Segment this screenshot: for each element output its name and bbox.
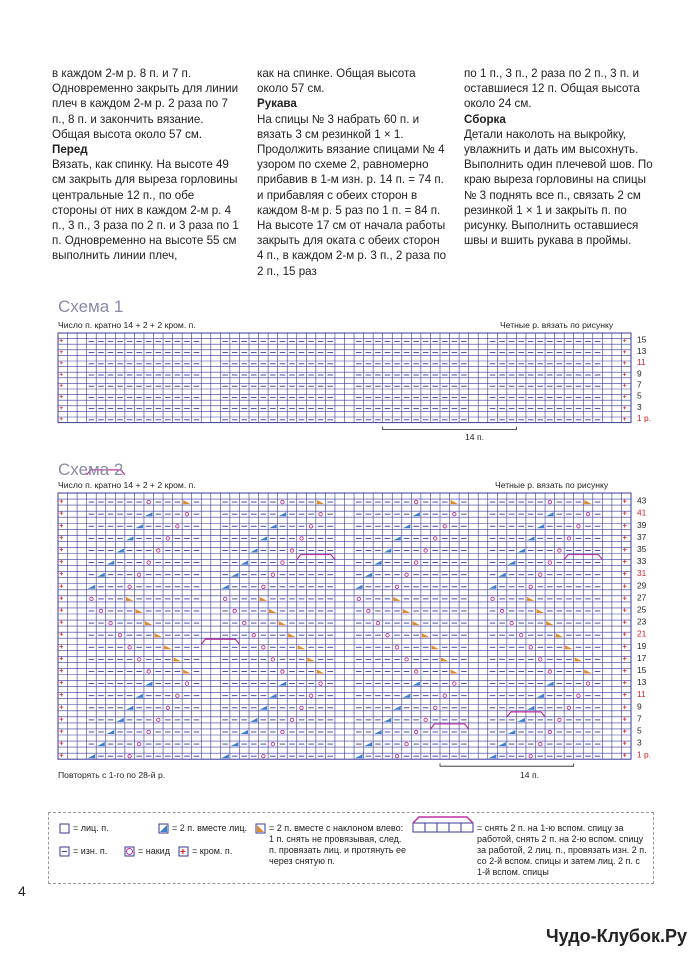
scheme1-row-label: 11 <box>637 357 646 368</box>
scheme2-edge-mark: + <box>59 752 64 760</box>
site-watermark: Чудо-Клубок.Ру <box>546 926 687 946</box>
col3-paragraph-2: Детали наколоть на выкройку, увлажнить и дать им высохнуть. Выполнить один плечевой шов. По краю выреза горловины на спицы № 3 поднять все п., связать 2 см резинкой 1 × 1 и закрыть п. по рисунку. Выполнить оставшиеся швы и вшить рукава в проймы. <box>464 127 653 248</box>
scheme1-edge-mark: + <box>622 404 627 412</box>
scheme2-edge-mark: + <box>59 571 64 579</box>
scheme2-row-label: 27 <box>637 592 647 603</box>
legend-cable-text: = снять 2 п. на 1-ю вспом. спицу за работой, снять 2 п. на 2-ю вспом. спицу за работой, 2 лиц. п., провязать изн. 2 п. со 2-й вспом. спицы и затем лиц. 2 п. с 1-й вспом. спицы <box>477 823 647 877</box>
scheme1-edge-mark: + <box>59 416 64 424</box>
scheme2-edge-mark: + <box>622 752 627 760</box>
scheme2-edge-mark: + <box>622 559 627 567</box>
scheme1-row-label: 3 <box>637 401 642 412</box>
legend-yo-text: = накид <box>138 846 170 856</box>
scheme2-row-label: 15 <box>637 665 647 675</box>
cable-symbol-icon <box>413 817 473 832</box>
scheme2-edge-mark: + <box>622 643 627 651</box>
scheme2-row-label: 43 <box>637 495 647 506</box>
scheme1-row-label: 13 <box>637 345 647 356</box>
scheme2-edge-mark: + <box>622 728 627 736</box>
legend-edge-text: = кром. п. <box>192 846 233 856</box>
scheme1-edge-mark: + <box>59 337 64 345</box>
scheme2-edge-mark: + <box>59 595 64 603</box>
scheme2-edge-mark: + <box>59 559 64 567</box>
scheme2-row-label: 39 <box>637 519 647 530</box>
scheme2-row-label: 19 <box>637 640 647 651</box>
scheme2-row-label: 1 р. <box>637 749 651 760</box>
scheme1-edge-mark: + <box>59 348 64 356</box>
knit-symbol-icon <box>60 824 69 833</box>
col1-paragraph-1: в каждом 2-м р. 8 п. и 7 п. Одновременно закрыть для линии плеч в каждом 2-м р. 2 раза по 7 п., 8 п. и закончить вязание. Общая высота около 57 см. <box>52 67 239 141</box>
scheme2-row-label: 17 <box>637 652 647 663</box>
scheme2-edge-mark: + <box>59 547 64 554</box>
scheme2-row-label: 35 <box>637 544 647 554</box>
scheme2-edge-mark: + <box>59 668 64 675</box>
scheme2-edge-mark: + <box>622 668 627 675</box>
scheme2-edge-mark: + <box>622 631 627 639</box>
scheme2-edge-mark: + <box>59 583 64 591</box>
scheme2-edge-mark: + <box>622 522 627 530</box>
scheme2-edge-mark: + <box>622 704 627 712</box>
scheme2-row-label: 9 <box>637 701 642 712</box>
scheme2-row-label: 3 <box>637 737 642 748</box>
scheme1-note-left: Число п. кратно 14 + 2 + 2 кром. п. <box>58 320 196 330</box>
scheme2-edge-mark: + <box>622 510 627 518</box>
scheme1-edge-mark: + <box>622 416 627 424</box>
scheme2-edge-mark: + <box>59 534 64 542</box>
scheme2-edge-mark: + <box>59 740 64 748</box>
scheme2-edge-mark: + <box>622 547 627 554</box>
scheme2-edge-mark: + <box>622 571 627 579</box>
scheme2-row-label: 31 <box>637 568 647 579</box>
scheme2-repeat-label: 14 п. <box>520 770 539 780</box>
scheme2-repeat-bracket <box>440 763 574 766</box>
legend-k2tog-text: = 2 п. вместе лиц. <box>172 823 247 833</box>
scheme1-repeat-bracket <box>383 427 517 430</box>
svg-text:+: + <box>180 847 186 858</box>
heading-front: Перед <box>52 143 88 157</box>
scheme1-title: Схема 1 <box>58 297 124 316</box>
scheme1-edge-mark: + <box>622 393 627 401</box>
scheme2-edge-mark: + <box>622 595 627 603</box>
scheme2-edge-mark: + <box>622 498 627 506</box>
legend-k2left-text: = 2 п. вместе с наклоном влево: 1 п. снять не провязывая, след. п. провязать лиц. и протянуть ее через снятую п. <box>269 823 406 866</box>
scheme2-edge-mark: + <box>59 498 64 506</box>
scheme1-edge-mark: + <box>622 382 627 390</box>
scheme2-row-label: 5 <box>637 725 642 736</box>
scheme2-edge-mark: + <box>622 692 627 700</box>
scheme2-row-label: 21 <box>637 628 647 639</box>
scheme2-edge-mark: + <box>59 704 64 712</box>
scheme2-edge-mark: + <box>622 607 627 615</box>
col2-paragraph-2: На спицы № 3 набрать 60 п. и вязать 3 см резинкой 1 × 1. Продолжить вязание спицами № 4 узором по схеме 2, равномерно прибавив в 1-м изн. р. 14 п. = 74 п. и прибавляя с обеих сторон в каждом 8-м р. 5 раз по 1 п. = 84 п. На высоте 17 см от начала работы закрыть для оката с обеих сторон 4 п., в каждом 2-м р. 3 п., 2 раза по 2 п., 15 раз <box>257 112 447 278</box>
scheme2-edge-mark: + <box>622 740 627 748</box>
scheme2-edge-mark: + <box>59 619 64 627</box>
page-number: 4 <box>18 883 26 899</box>
col3-paragraph-1: по 1 п., 3 п., 2 раза по 2 п., 3 п. и оставшиеся 12 п. Общая высота около 24 см. <box>464 67 640 111</box>
scheme2-edge-mark: + <box>59 692 64 700</box>
scheme2-row-label: 41 <box>637 507 647 518</box>
scheme2-edge-mark: + <box>59 716 64 724</box>
legend-knit-text: = лиц. п. <box>73 823 109 833</box>
scheme2-bottom-note: Повторять с 1-го по 28-й р. <box>58 770 166 780</box>
scheme2-edge-mark: + <box>622 716 627 724</box>
scheme2-row-label: 23 <box>637 616 647 627</box>
scheme2-edge-mark: + <box>59 655 64 663</box>
scheme1-row-label: 7 <box>637 379 642 390</box>
legend-purl-text: = изн. п. <box>73 846 108 856</box>
scheme2-row-label: 37 <box>637 531 647 542</box>
scheme1-repeat-label: 14 п. <box>465 432 484 442</box>
scheme2-row-label: 13 <box>637 677 647 688</box>
scheme1-row-label: 5 <box>637 390 642 401</box>
scheme2-edge-mark: + <box>59 631 64 639</box>
scheme2-title: Схема 2 <box>58 460 124 479</box>
scheme1-row-label: 9 <box>637 368 642 379</box>
scheme1-edge-mark: + <box>59 371 64 379</box>
col1-paragraph-2: Вязать, как спинку. На высоте 49 см закрыть для выреза горловины центральные 12 п., по обе стороны от них в каждом 2-м р. 4 п., 3 п., 3 раза по 2 п. и 3 раза по 1 п. Одновременно на высоте 55 см выполнить линии плеч, <box>52 158 239 263</box>
scheme2-edge-mark: + <box>622 534 627 542</box>
scheme1-edge-mark: + <box>622 360 627 368</box>
scheme2-edge-mark: + <box>59 522 64 530</box>
scheme2-edge-mark: + <box>59 728 64 736</box>
scheme1-note-right: Четные р. вязать по рисунку <box>500 320 614 330</box>
scheme2-row-label: 25 <box>637 604 647 615</box>
scheme1-edge-mark: + <box>59 382 64 390</box>
scheme1-edge-mark: + <box>59 393 64 401</box>
scheme1-edge-mark: + <box>59 404 64 412</box>
heading-assembly: Сборка <box>464 112 506 126</box>
scheme2-edge-mark: + <box>622 655 627 663</box>
scheme2-edge-mark: + <box>622 680 627 688</box>
scheme2-row-label: 29 <box>637 580 647 591</box>
col2-paragraph-1: как на спинке. Общая высота около 57 см. <box>257 67 416 96</box>
scheme2-edge-mark: + <box>622 583 627 591</box>
heading-sleeve: Рукава <box>257 97 297 111</box>
scheme2-note-right: Четные р. вязать по рисунку <box>495 480 609 490</box>
scheme2-edge-mark: + <box>59 607 64 615</box>
legend-box <box>48 812 654 884</box>
scheme2-row-label: 7 <box>637 713 642 724</box>
scheme1-edge-mark: + <box>622 348 627 356</box>
scheme2-edge-mark: + <box>59 510 64 518</box>
scheme2-edge-mark: + <box>622 619 627 627</box>
scheme1-edge-mark: + <box>622 371 627 379</box>
scheme2-note-left: Число п. кратно 14 + 2 + 2 кром. п. <box>58 480 196 490</box>
scheme2-row-label: 11 <box>637 689 646 700</box>
scheme1-row-label: 1 р. <box>637 413 651 424</box>
scheme1-row-label: 15 <box>637 334 647 345</box>
scheme2-row-label: 33 <box>637 556 647 567</box>
scheme1-edge-mark: + <box>59 360 64 368</box>
scheme1-edge-mark: + <box>622 337 627 345</box>
scheme2-edge-mark: + <box>59 643 64 651</box>
scheme2-edge-mark: + <box>59 680 64 688</box>
